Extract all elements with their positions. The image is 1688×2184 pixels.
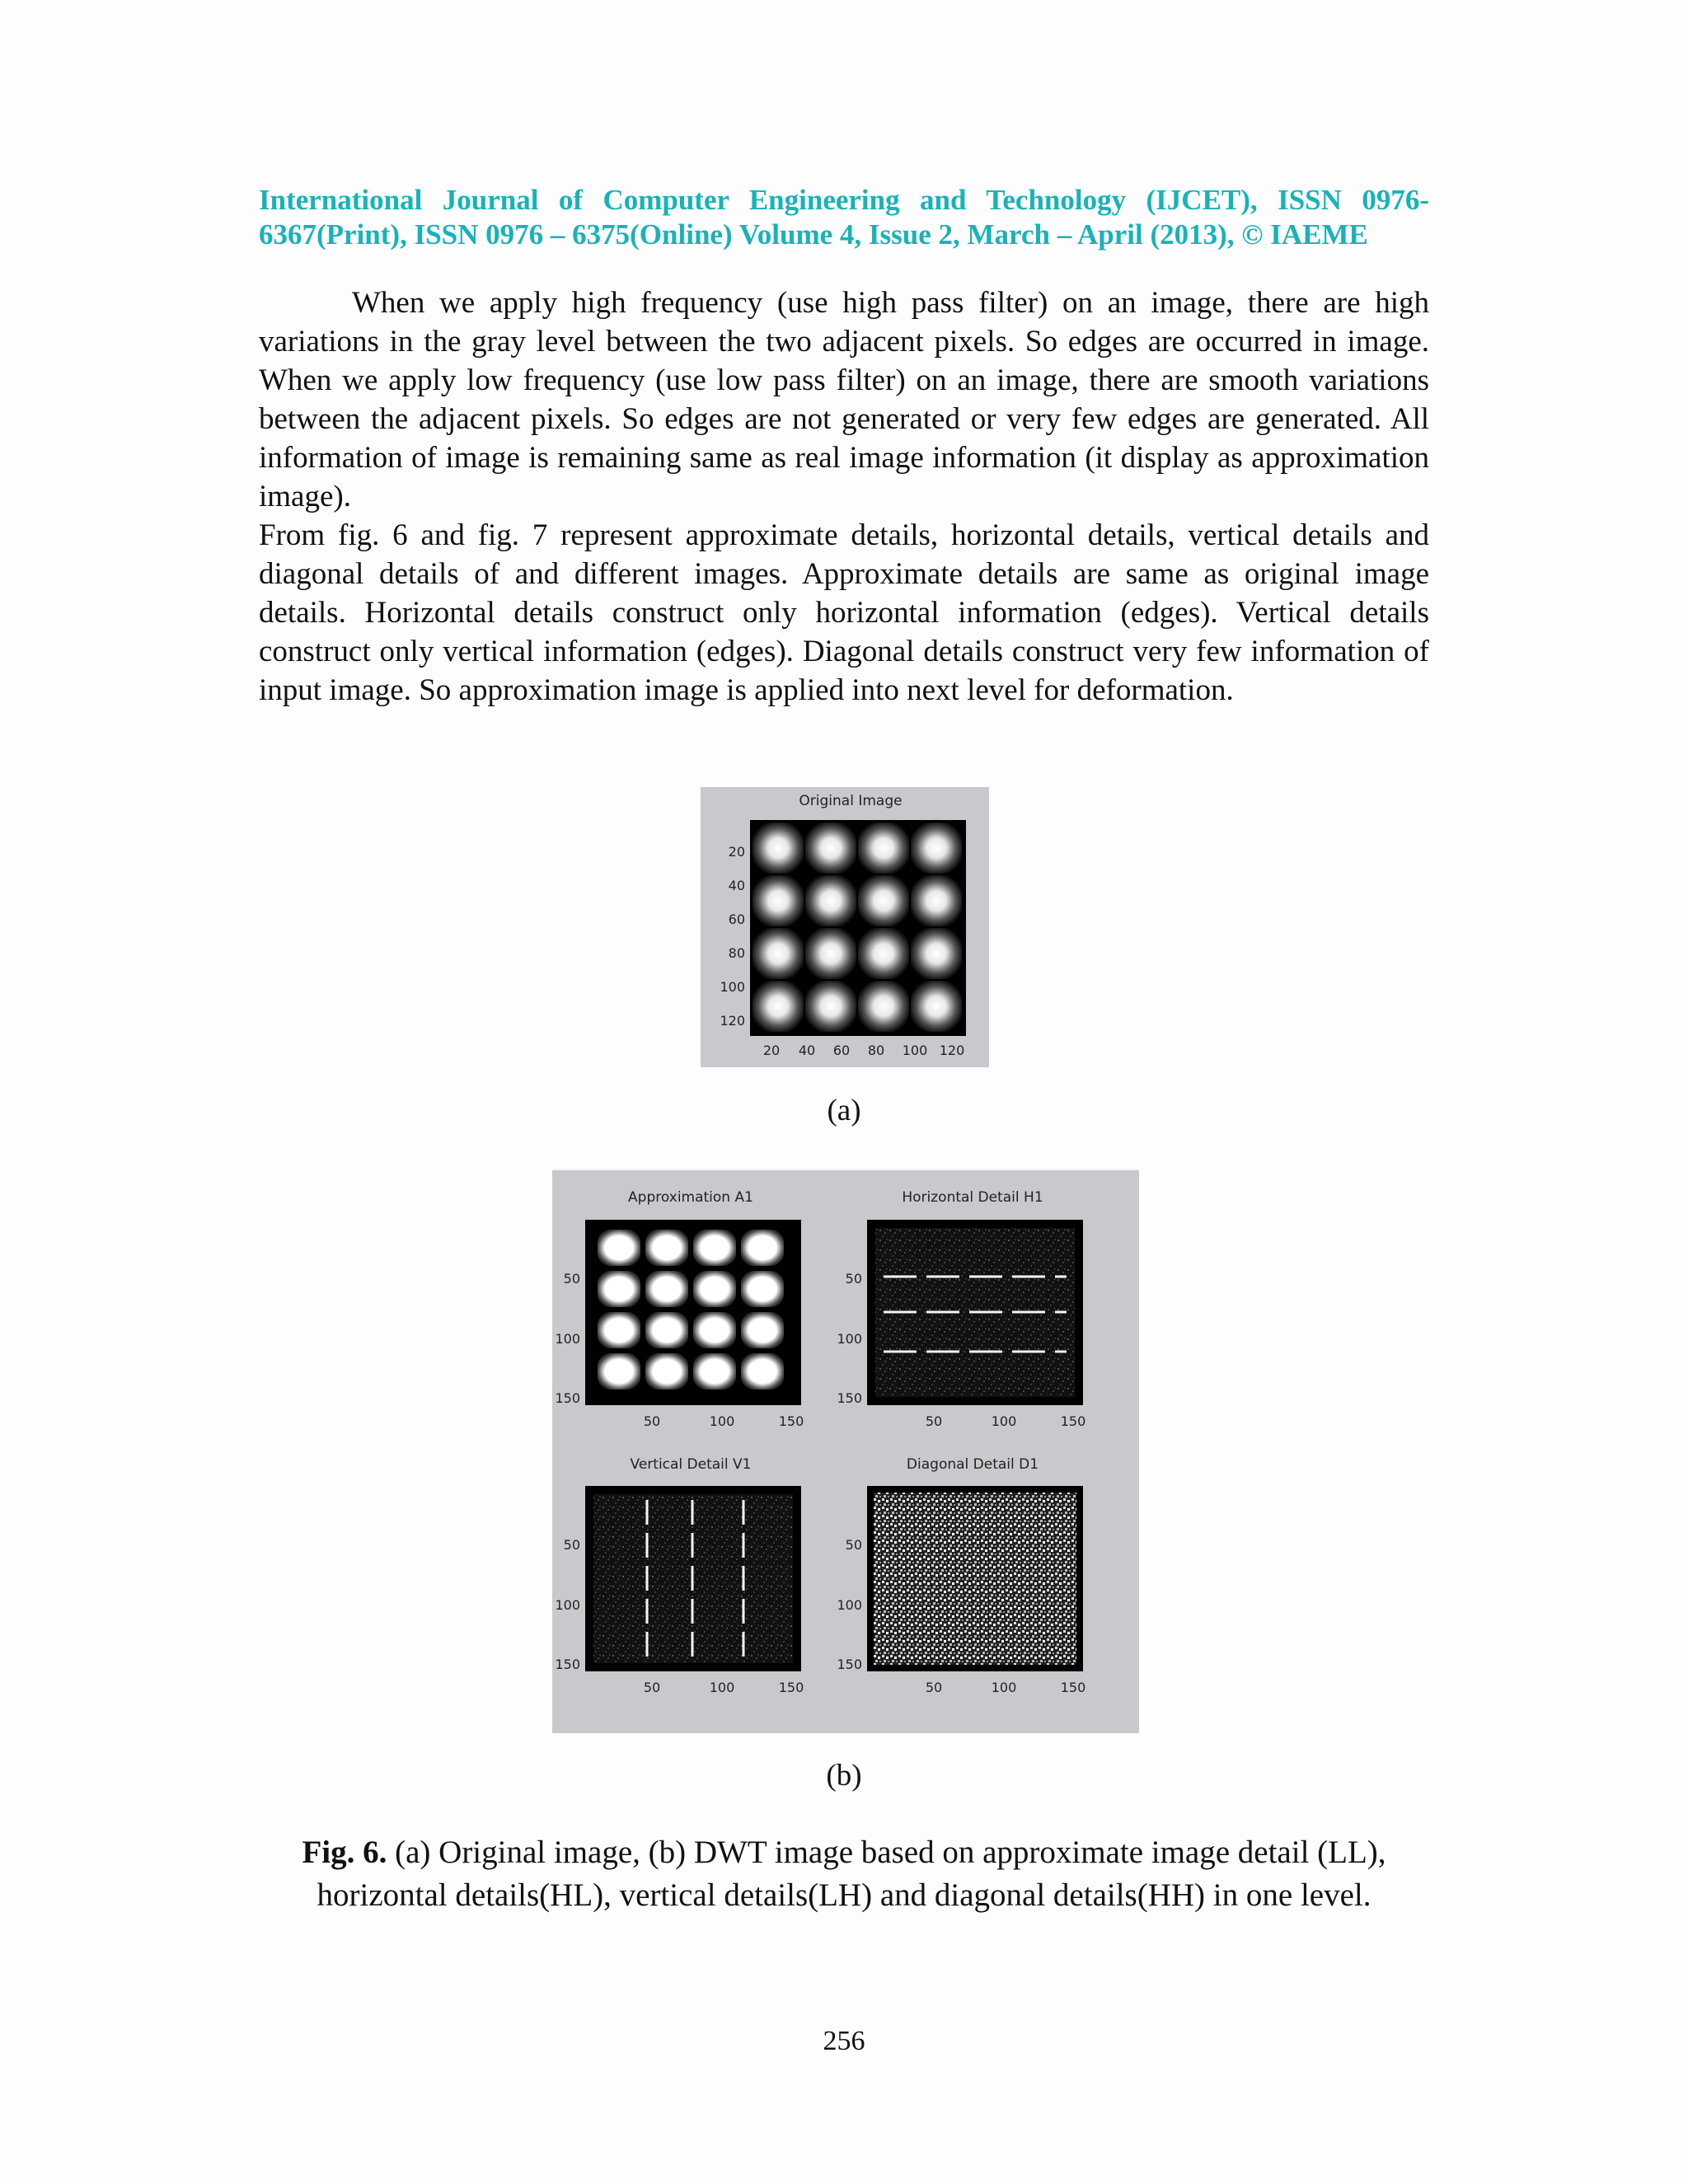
- figure-a-ytick: 100: [720, 979, 745, 995]
- image-blob: [911, 981, 962, 1032]
- image-blob: [858, 928, 909, 979]
- image-blob: [805, 875, 856, 926]
- panel-diagonal-xtick: 50: [925, 1680, 943, 1695]
- image-blob: [645, 1353, 688, 1390]
- image-blob: [753, 823, 804, 874]
- journal-header: International Journal of Computer Engineering and Technology (IJCET), ISSN 0976-6367(Print), ISSN 0976 – 6375(Online) Volume 4, Issue 2, March – April (2013), © IAEME: [259, 184, 1429, 251]
- image-blob: [645, 1230, 688, 1266]
- panel-vertical-ytick: 100: [555, 1597, 580, 1613]
- panel-vertical-xtick: 50: [643, 1680, 661, 1695]
- figure-a-xtick: 60: [832, 1043, 851, 1058]
- figure-a-original-image: [701, 787, 989, 1067]
- panel-vertical-title: Vertical Detail V1: [630, 1456, 752, 1473]
- panel-horizontal-ytick: 100: [837, 1331, 862, 1347]
- image-blob: [693, 1353, 736, 1390]
- image-blob: [753, 875, 804, 926]
- image-blob: [693, 1312, 736, 1348]
- image-blob: [911, 823, 962, 874]
- panel-horizontal-xtick: 150: [1060, 1413, 1086, 1429]
- panel-diagonal-title: Diagonal Detail D1: [906, 1456, 1039, 1473]
- image-blob: [911, 875, 962, 926]
- image-blob: [858, 875, 909, 926]
- figure-a-ytick: 80: [728, 945, 745, 961]
- image-blob: [598, 1230, 640, 1266]
- image-blob: [693, 1271, 736, 1307]
- image-blob: [741, 1353, 784, 1390]
- panel-diagonal-ytick: 50: [845, 1537, 862, 1553]
- panel-horizontal-title: Horizontal Detail H1: [902, 1189, 1043, 1206]
- figure-b-dwt-panels: [552, 1169, 1139, 1733]
- figure-a-ytick: 60: [728, 912, 745, 927]
- image-blob: [858, 981, 909, 1032]
- body-text: [259, 284, 1429, 710]
- figure-a-xtick: 120: [939, 1043, 965, 1058]
- figure-a-label: (a): [827, 1094, 861, 1127]
- figure-a-xtick: 20: [762, 1043, 781, 1058]
- image-blob: [805, 928, 856, 979]
- image-blob: [693, 1230, 736, 1266]
- figure-b-label: (b): [826, 1759, 862, 1793]
- figure-caption-text: (a) Original image, (b) DWT image based on approximate image detail (LL), horizontal details(HL), vertical details(LH) and diagonal details(HH) in one level.: [316, 1835, 1386, 1913]
- image-blob: [741, 1312, 784, 1348]
- figure-caption-label: Fig. 6.: [302, 1835, 387, 1870]
- panel-approximation-ytick: 100: [555, 1331, 580, 1347]
- panel-horizontal-ytick: 150: [837, 1390, 862, 1406]
- panel-approximation-xtick: 100: [709, 1413, 735, 1429]
- image-blob: [753, 981, 804, 1032]
- image-blob: [805, 981, 856, 1032]
- panel-approximation-title: Approximation A1: [628, 1189, 753, 1206]
- figure-a-xtick: 80: [867, 1043, 885, 1058]
- panel-diagonal-xtick: 150: [1060, 1680, 1086, 1695]
- panel-approximation-xtick: 150: [778, 1413, 804, 1429]
- figure-a-title: Original Image: [799, 793, 903, 809]
- panel-vertical-xtick: 100: [709, 1680, 735, 1695]
- figure-caption: [259, 1831, 1429, 1917]
- image-blob: [858, 823, 909, 874]
- panel-approximation-ytick: 50: [563, 1271, 580, 1286]
- image-blob: [753, 928, 804, 979]
- image-blob: [645, 1312, 688, 1348]
- paragraph-2: From fig. 6 and fig. 7 represent approximate details, horizontal details, vertical details and diagonal details of and different images. Approximate details are same as original image details. Horizontal details construct only horizontal information (edges). Vertical details construct only vertical information (edges). Diagonal details construct very few information of input image. So approximation image is applied into next level for deformation.: [259, 518, 1429, 707]
- panel-diagonal-ytick: 150: [837, 1657, 862, 1672]
- panel-vertical-xtick: 150: [778, 1680, 804, 1695]
- image-blob: [805, 823, 856, 874]
- image-blob: [741, 1271, 784, 1307]
- page-number: 256: [823, 2026, 865, 2056]
- panel-diagonal-ytick: 100: [837, 1597, 862, 1613]
- figure-a-ytick: 40: [728, 878, 745, 893]
- panel-vertical-ytick: 50: [563, 1537, 580, 1553]
- panel-horizontal-xtick: 50: [925, 1413, 943, 1429]
- paragraph-1: When we apply high frequency (use high pass filter) on an image, there are high variations in the gray level between the two adjacent pixels. So edges are occurred in image. When we apply low frequency (use low pass filter) on an image, there are smooth variations between the adjacent pixels. So edges are not generated or very few edges are generated. All information of image is remaining same as real image information (it display as approximation image).: [259, 286, 1429, 513]
- figure-a-xtick: 100: [902, 1043, 928, 1058]
- figure-a-ytick: 20: [728, 844, 745, 860]
- panel-horizontal-ytick: 50: [845, 1271, 862, 1286]
- image-blob: [598, 1271, 640, 1307]
- panel-horizontal-xtick: 100: [991, 1413, 1017, 1429]
- figure-a-ytick: 120: [720, 1013, 745, 1029]
- image-blob: [645, 1271, 688, 1307]
- image-blob: [598, 1312, 640, 1348]
- panel-vertical-ytick: 150: [555, 1657, 580, 1672]
- panel-diagonal-xtick: 100: [991, 1680, 1017, 1695]
- panel-approximation-ytick: 150: [555, 1390, 580, 1406]
- image-blob: [911, 928, 962, 979]
- panel-approximation-xtick: 50: [643, 1413, 661, 1429]
- figure-a-xtick: 40: [798, 1043, 816, 1058]
- image-blob: [741, 1230, 784, 1266]
- image-blob: [598, 1353, 640, 1390]
